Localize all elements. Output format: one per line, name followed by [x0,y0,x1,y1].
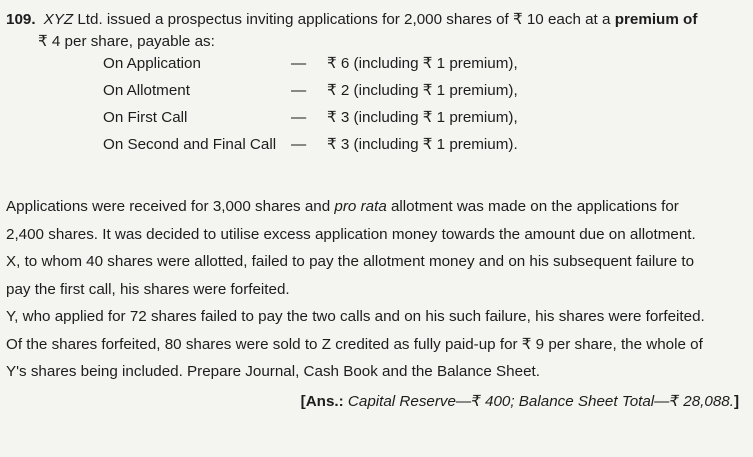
term-amount: ₹ 3 (including ₹ 1 premium), [327,109,518,127]
answer-open-bracket: [ [300,392,306,410]
term-row-allotment [103,83,741,110]
term-label: On Allotment [103,82,190,100]
body-line-6: Of the shares forfeited, 80 shares were sold to Z credited as fully paid-up for ₹ 9 per share, the whole of [6,335,703,353]
answer-text: Capital Reserve—₹ 400; Balance Sheet Total—₹ 28,088. [343,392,734,410]
term-dash: — [291,55,307,73]
term-amount: ₹ 6 (including ₹ 1 premium), [327,55,518,73]
body-line-1 [6,199,741,227]
body-text: allotment was made on the applications for [386,198,679,216]
term-row-final-call [103,137,741,164]
answer-label: Ans.: [305,392,344,410]
term-label: On First Call [103,109,188,127]
answer-line [6,394,741,409]
term-amount: ₹ 3 (including ₹ 1 premium). [327,136,518,154]
question-number: 109. [6,11,36,28]
term-row-first-call [103,110,741,137]
body-text: Applications were received for 3,000 shares and [6,198,335,216]
payment-terms [6,56,741,164]
term-label: On Second and Final Call [103,136,277,154]
term-dash: — [291,109,307,127]
question-line2: ₹ 4 per share, payable as: [38,33,215,51]
term-dash: — [291,82,307,100]
body-line-2: 2,400 shares. It was decided to utilise excess application money towards the amount due on allotment. [6,225,696,243]
term-amount: ₹ 2 (including ₹ 1 premium), [327,82,518,100]
company-name: XYZ [43,11,74,28]
pro-rata-italic: pro rata [334,198,387,216]
question-line1-rest: Ltd. issued a prospectus inviting applications for 2,000 shares of ₹ 10 each at a [73,11,611,28]
question-line1 [44,12,698,27]
premium-word: premium of [614,11,698,28]
body-line-7: Y's shares being included. Prepare Journal, Cash Book and the Balance Sheet. [6,363,540,381]
question-body [6,199,741,392]
term-dash: — [291,136,307,154]
term-label: On Application [103,55,201,73]
question-first-line [6,12,741,27]
body-line-4: pay the first call, his shares were forfeited. [6,280,290,298]
body-line-3: X, to whom 40 shares were allotted, failed to pay the allotment money and on his subsequent failure to [6,253,695,271]
body-line-5: Y, who applied for 72 shares failed to pay the two calls and on his such failure, his shares were forfeited. [6,308,705,326]
answer-close-bracket: ] [733,392,739,410]
term-row-application [103,56,741,83]
